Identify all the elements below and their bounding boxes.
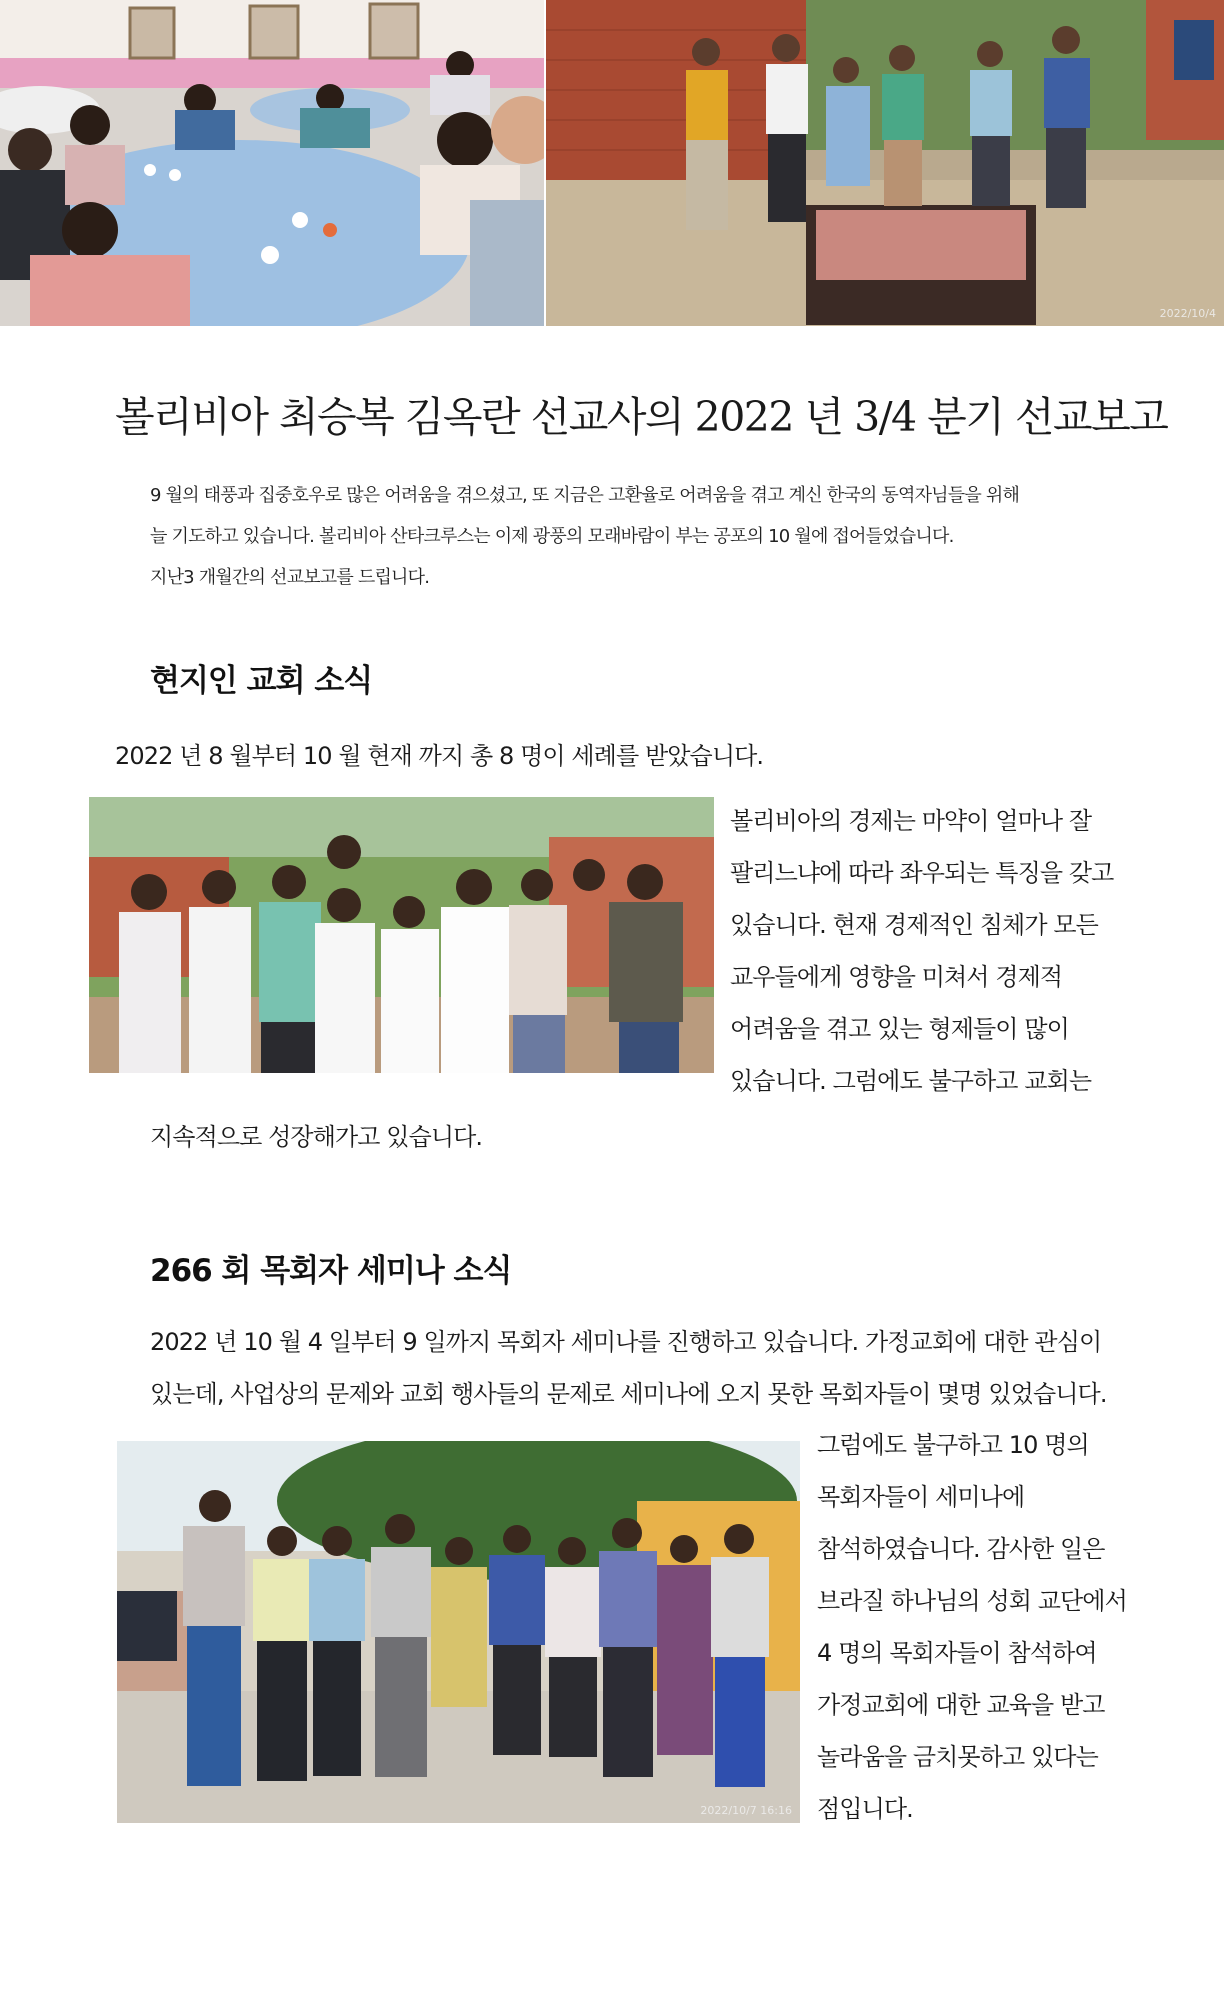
intro-paragraph: [150, 475, 1150, 598]
paragraph-line: 2022 년 10 월 4 일부터 9 일까지 목회자 세미나를 진행하고 있습니다. 가정교회에 대한 관심이: [150, 1328, 1102, 1356]
paragraph-line: 있습니다. 그럼에도 불구하고 교회는: [730, 1067, 1092, 1095]
paragraph-line: 놀라움을 금치못하고 있다는: [817, 1743, 1098, 1771]
photo-baptism-group: [89, 797, 714, 1073]
paragraph-line: 볼리비아의 경제는 마약이 얼마나 잘: [730, 807, 1092, 835]
seminar-attendance-paragraph: [817, 1419, 1127, 1835]
photo-date-stamp: 2022/10/7 16:16: [700, 1804, 792, 1817]
intro-line: 지난3 개월간의 선교보고를 드립니다.: [150, 567, 430, 588]
church-growth-line: 지속적으로 성장해가고 있습니다.: [150, 1123, 483, 1151]
section-heading-seminar: 266 회 목회자 세미나 소식: [150, 1253, 512, 1289]
photo-seminar-group: [117, 1441, 800, 1823]
paragraph-line: 어려움을 겪고 있는 형제들이 많이: [730, 1015, 1069, 1043]
paragraph-line: 참석하였습니다. 감사한 일은: [817, 1535, 1105, 1563]
paragraph-line: 4 명의 목회자들이 참석하여: [817, 1639, 1097, 1667]
page-title: 볼리비아 최승복 김옥란 선교사의 2022 년 3/4 분기 선교보고: [115, 393, 1168, 441]
paragraph-line: 목회자들이 세미나에: [817, 1483, 1025, 1511]
paragraph-line: 있습니다. 현재 경제적인 침체가 모든: [730, 911, 1098, 939]
photo-dining-hall: [0, 0, 544, 326]
section-heading-local-church: 현지인 교회 소식: [150, 663, 373, 699]
paragraph-line: 팔리느냐에 따라 좌우되는 특징을 갖고: [730, 859, 1114, 887]
economy-paragraph: [730, 795, 1113, 1107]
paragraph-line: 그럼에도 불구하고 10 명의: [817, 1431, 1089, 1459]
seminar-intro-paragraph: [150, 1316, 1107, 1420]
paragraph-line: 브라질 하나님의 성회 교단에서: [817, 1587, 1127, 1615]
paragraph-line: 점입니다.: [817, 1795, 913, 1823]
intro-line: 9 월의 태풍과 집중호우로 많은 어려움을 겪으셨고, 또 지금은 고환율로 어려움을 겪고 계신 한국의 동역자님들을 위해: [150, 485, 1020, 506]
paragraph-line: 교우들에게 영향을 미쳐서 경제적: [730, 963, 1063, 991]
intro-line: 늘 기도하고 있습니다. 볼리비아 산타크루스는 이제 광풍의 모래바람이 부는 공포의 10 월에 접어들었습니다.: [150, 526, 954, 547]
photo-date-stamp: 2022/10/4: [1159, 307, 1216, 320]
paragraph-line: 있는데, 사업상의 문제와 교회 행사들의 문제로 세미나에 오지 못한 목회자들이 몇명 있었습니다.: [150, 1380, 1107, 1408]
baptism-summary: 2022 년 8 월부터 10 월 현재 까지 총 8 명이 세례를 받았습니다.: [115, 742, 764, 770]
paragraph-line: 가정교회에 대한 교육을 받고: [817, 1691, 1105, 1719]
photo-outdoor-barbecue: [546, 0, 1224, 326]
